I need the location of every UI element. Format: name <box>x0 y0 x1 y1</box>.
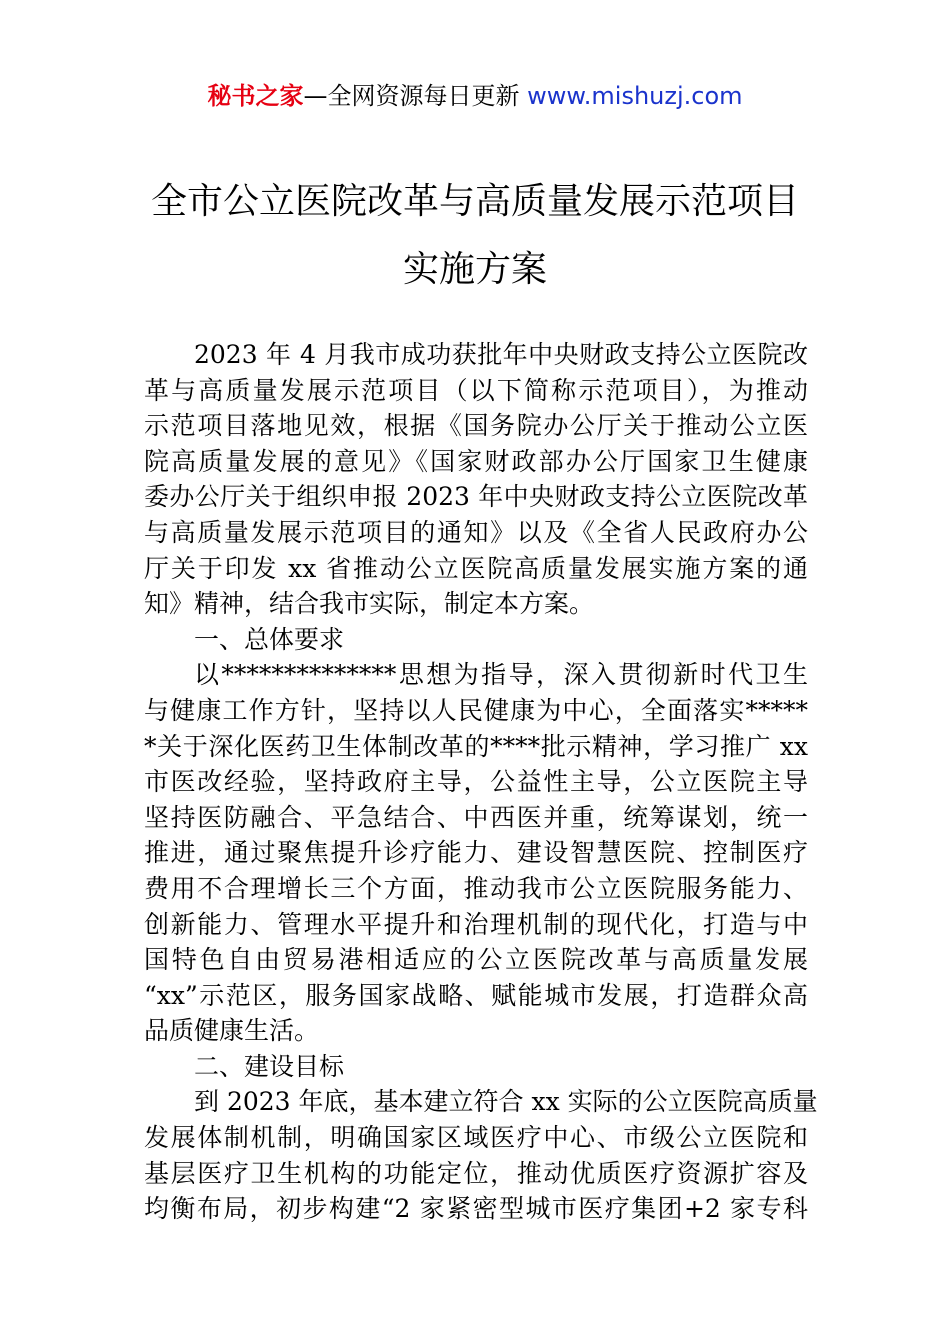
body-line: 品质健康生活。 <box>144 1016 320 1046</box>
body-line: “xx”示范区，服务国家战略、赋能城市发展，打造群众高 <box>144 980 808 1010</box>
body-line: 与健康工作方针，坚持以人民健康为中心，全面落实***** <box>144 695 808 725</box>
brand-name: 秘书之家 <box>207 82 304 110</box>
body-line: 示范项目落地见效，根据《国务院办公厅关于推动公立医 <box>144 411 808 441</box>
body-line: *关于深化医药卫生体制改革的****批示精神，学习推广 xx <box>144 731 808 761</box>
body-line: 均衡布局，初步构建“2 家紧密型城市医疗集团+2 家专科 <box>144 1194 808 1224</box>
document-body <box>144 337 818 1227</box>
body-line: 到 2023 年底，基本建立符合 xx 实际的公立医院高质量 <box>194 1087 818 1117</box>
banner-tagline: —全网资源每日更新 <box>303 82 528 110</box>
document-title-line-2: 实施方案 <box>402 249 547 290</box>
body-line: 国特色自由贸易港相适应的公立医院改革与高质量发展 <box>144 945 808 975</box>
body-line: 以**************思想为指导，深入贯彻新时代卫生 <box>194 660 808 690</box>
body-line: 坚持医防融合、平急结合、中西医并重，统筹谋划，统一 <box>144 802 808 832</box>
site-url-link[interactable]: www.mishuzj.com <box>527 82 743 110</box>
section-heading-1: 一、总体要求 <box>194 624 345 654</box>
body-line: 知》精神，结合我市实际，制定本方案。 <box>144 589 595 619</box>
body-line: 委办公厅关于组织申报 2023 年中央财政支持公立医院改革 <box>144 482 808 512</box>
body-line: 厅关于印发 xx 省推动公立医院高质量发展实施方案的通 <box>144 553 808 583</box>
body-line: 推进，通过聚焦提升诊疗能力、建设智慧医院、控制医疗 <box>144 838 808 868</box>
body-line: 发展体制机制，明确国家区域医疗中心、市级公立医院和 <box>144 1123 808 1153</box>
body-line: 院高质量发展的意见》《国家财政部办公厅国家卫生健康 <box>144 446 808 476</box>
site-banner <box>0 80 950 112</box>
body-line: 创新能力、管理水平提升和治理机制的现代化，打造与中 <box>144 909 808 939</box>
body-line: 革与高质量发展示范项目（以下简称示范项目），为推动 <box>144 375 808 405</box>
body-line: 费用不合理增长三个方面，推动我市公立医院服务能力、 <box>144 873 808 903</box>
body-line: 2023 年 4 月我市成功获批年中央财政支持公立医院改 <box>194 340 808 369</box>
document-title-line-1: 全市公立医院改革与高质量发展示范项目 <box>150 181 799 222</box>
body-line: 基层医疗卫生机构的功能定位，推动优质医疗资源扩容及 <box>144 1158 808 1188</box>
body-line: 与高质量发展示范项目的通知》以及《全省人民政府办公 <box>144 517 808 547</box>
section-heading-2: 二、建设目标 <box>194 1051 345 1081</box>
body-line: 市医改经验，坚持政府主导，公益性主导，公立医院主导 <box>144 767 808 797</box>
